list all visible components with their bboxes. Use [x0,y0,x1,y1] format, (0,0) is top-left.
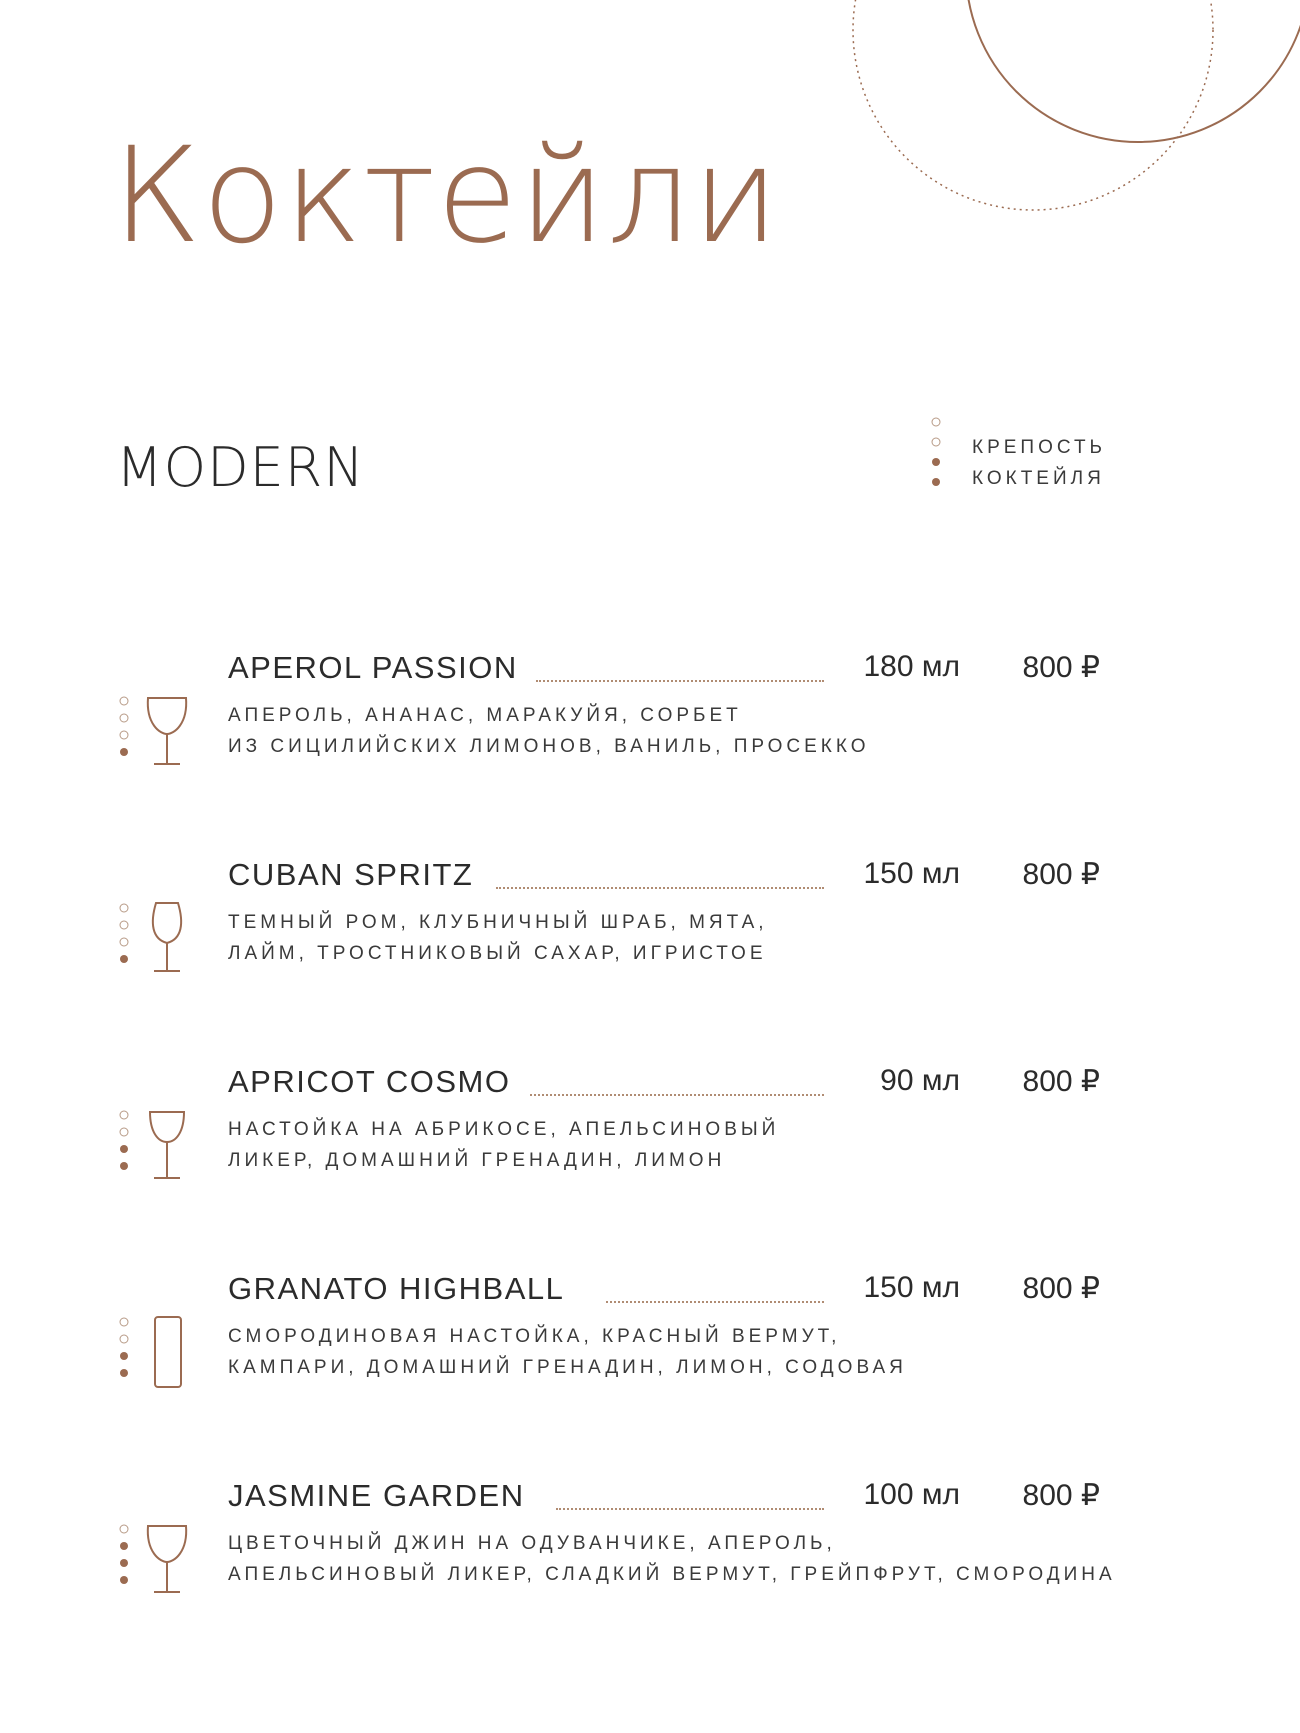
strength-dot-filled [120,748,128,756]
strength-legend-label: КРЕПОСТЬ КОКТЕЙЛЯ [972,437,1107,489]
strength-dot-empty [120,1128,128,1136]
menu-item [0,1064,1300,1204]
strength-dot-filled [120,1352,128,1360]
strength-dot-empty [120,731,128,739]
strength-dot-filled [120,1559,128,1567]
highball-glass-icon [112,1315,192,1395]
solid-circle [966,0,1300,142]
cocktail-price: 800 ₽ [1022,1272,1100,1305]
section-title: MODERN [116,436,365,499]
strength-dot-empty [120,921,128,929]
cocktail-volume: 90 мл [880,1064,960,1097]
cocktail-volume: 150 мл [863,857,960,890]
strength-dot-filled [120,955,128,963]
cocktail-name: APEROL PASSION [228,650,518,685]
cocktail-name: APRICOT COSMO [228,1064,511,1099]
menu-item [0,650,1300,790]
menu-item [0,1271,1300,1411]
strength-dot-empty [120,697,128,705]
cocktail-volume: 150 мл [863,1271,960,1304]
menu-item [0,857,1300,997]
cocktail-price: 800 ₽ [1022,651,1100,684]
strength-dot-filled [120,1369,128,1377]
cocktail-name: CUBAN SPRITZ [228,857,474,892]
wine-glass-icon [112,1522,192,1602]
dotted-leader [536,680,824,682]
cocktail-name: GRANATO HIGHBALL [228,1271,565,1306]
wine-glass-icon [112,694,192,774]
coupe-glass-icon [112,1108,192,1188]
strength-dot-filled [120,1145,128,1153]
dotted-leader [606,1301,824,1303]
dotted-circle [853,0,1213,210]
menu-item [0,1478,1300,1618]
strength-legend [930,416,1130,488]
dotted-leader [530,1094,824,1096]
cocktail-price: 800 ₽ [1022,1479,1100,1512]
cocktail-description: НАСТОЙКА НА АБРИКОСЕ, АПЕЛЬСИНОВЫЙ ЛИКЕР, ДОМАШНИЙ ГРЕНАДИН, ЛИМОН [228,1119,780,1171]
strength-dot-empty [120,1525,128,1533]
cocktail-description: ЦВЕТОЧНЫЙ ДЖИН НА ОДУВАНЧИКЕ, АПЕРОЛЬ, АПЕЛЬСИНОВЫЙ ЛИКЕР, СЛАДКИЙ ВЕРМУТ, ГРЕЙПФРУТ, СМОРОДИНА [228,1533,1116,1585]
dotted-leader [556,1508,824,1510]
cocktail-price: 800 ₽ [1022,1065,1100,1098]
dotted-leader [496,887,824,889]
strength-dot-filled [120,1576,128,1584]
strength-dot-empty [120,714,128,722]
strength-dot-empty [120,938,128,946]
cocktail-name: JASMINE GARDEN [228,1478,525,1513]
strength-dot-empty [120,1111,128,1119]
strength-dot-filled [120,1162,128,1170]
cocktail-volume: 180 мл [863,650,960,683]
strength-dot-empty [120,1335,128,1343]
cocktail-description: АПЕРОЛЬ, АНАНАС, МАРАКУЙЯ, СОРБЕТ ИЗ СИЦИЛИЙСКИХ ЛИМОНОВ, ВАНИЛЬ, ПРОСЕККО [228,705,870,757]
cocktail-description: ТЕМНЫЙ РОМ, КЛУБНИЧНЫЙ ШРАБ, МЯТА, ЛАЙМ, ТРОСТНИКОВЫЙ САХАР, ИГРИСТОЕ [228,912,768,964]
cocktail-volume: 100 мл [863,1478,960,1511]
strength-dot-filled [120,1542,128,1550]
page-title: Коктейли [112,119,780,273]
cocktail-description: СМОРОДИНОВАЯ НАСТОЙКА, КРАСНЫЙ ВЕРМУТ, КАМПАРИ, ДОМАШНИЙ ГРЕНАДИН, ЛИМОН, СОДОВАЯ [228,1326,907,1378]
strength-legend-icon [930,416,942,488]
strength-dot-empty [120,904,128,912]
strength-dot-empty [120,1318,128,1326]
cocktail-price: 800 ₽ [1022,858,1100,891]
spritz-glass-icon [112,901,192,981]
